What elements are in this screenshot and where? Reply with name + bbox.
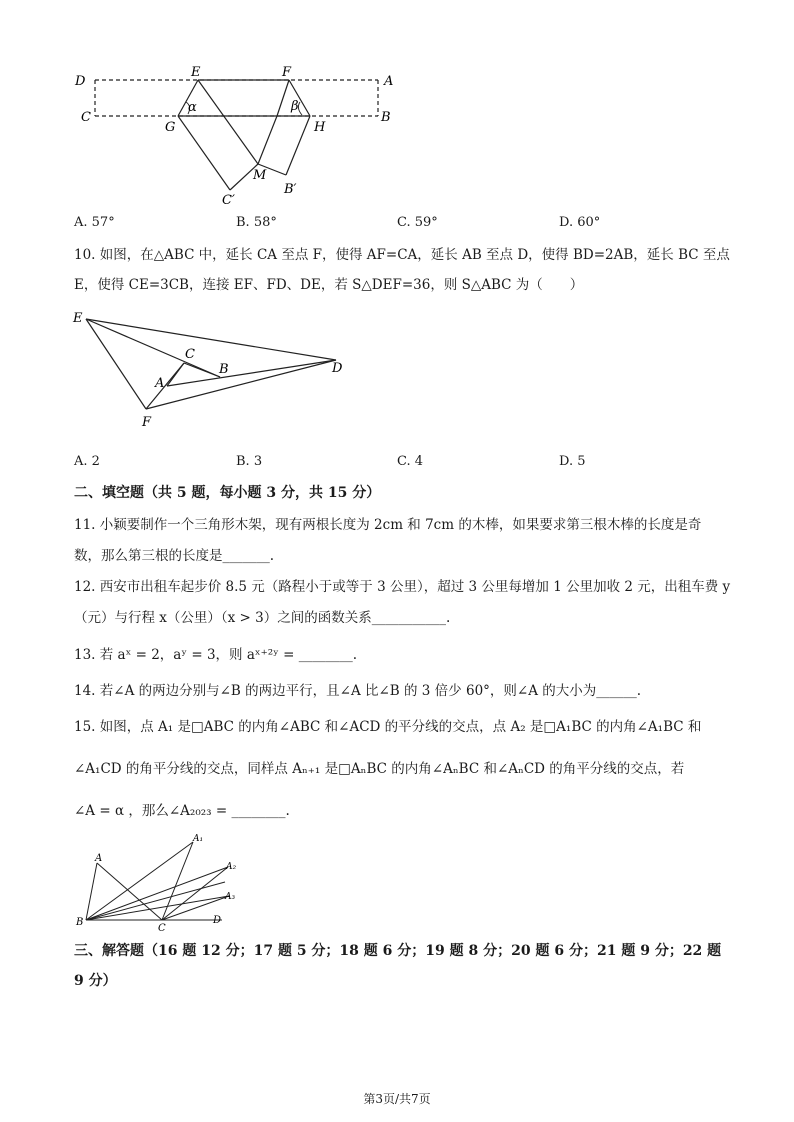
fig9-label-Cprime: C′ [222,193,235,208]
fig15-label-A1: A₁ [193,834,204,844]
section-3-heading-line1: 三、解答题（16 题 12 分；17 题 5 分；18 题 6 分；19 题 8 分；20 题 6 分；21 题 9 分；22 题 [74,943,722,959]
q9-option-b: B. 58° [236,215,277,230]
fig9-label-beta: β [291,99,299,114]
fig15-label-C: C [158,923,166,932]
q9-option-a: A. 57° [74,215,115,230]
q9-option-c: C. 59° [397,215,438,230]
fig10-label-A: A [155,376,165,391]
q10-option-d: D. 5 [559,454,586,469]
q10-text-line1: 10. 如图，在△ABC 中，延长 CA 至点 F，使得 AF=CA，延长 AB 至点 D，使得 BD=2AB，延长 BC 至点 [74,247,730,263]
q15-text-line2: ∠A₁CD 的角平分线的交点，同样点 Aₙ₊₁ 是□AₙBC 的内角∠AₙBC 和∠AₙCD 的角平分线的交点，若 [74,761,685,777]
q13-text: 13. 若 aˣ = 2，aʸ = 3，则 aˣ⁺²ʸ = ________. [74,647,358,663]
fig15-label-A3: A₃ [225,892,236,902]
fig15-label-A2: A₂ [226,862,237,872]
fig10-label-F: F [142,415,152,430]
fig9-label-alpha: α [188,100,197,115]
page-number: 第3页/共7页 [363,1092,431,1106]
q15-text-line3: ∠A = α ，那么∠A₂₀₂₃ = ________. [74,803,290,819]
section-2-heading: 二、填空题（共 5 题，每小题 3 分，共 15 分） [74,485,381,501]
q10-option-b: B. 3 [236,454,263,469]
fig15-label-A: A [95,853,103,864]
q14-text: 14. 若∠A 的两边分别与∠B 的两边平行，且∠A 比∠B 的 3 倍少 60°，则∠A 的大小为______. [74,683,642,699]
fig9-label-Bprime: B′ [284,182,297,197]
fig15-label-B: B [76,917,84,928]
q11-text-line1: 11. 小颖要制作一个三角形木架，现有两根长度为 2cm 和 7cm 的木棒，如果要求第三根木棒的长度是奇 [74,517,702,533]
q12-text-line2: （元）与行程 x（公里）（x > 3）之间的函数关系___________. [74,610,451,626]
fig9-label-C: C [81,110,91,125]
fig10-label-B: B [219,362,229,377]
fig10-label-D: D [332,361,343,376]
question-10-figure [68,305,358,435]
fig9-label-E: E [191,65,201,80]
fig9-label-M: M [253,168,267,183]
q11-text-line2: 数，那么第三根的长度是_______. [74,548,275,564]
q10-option-c: C. 4 [397,454,424,469]
fig9-label-F: F [282,65,292,80]
fig10-label-E: E [73,311,83,326]
fig9-label-H: H [314,120,326,135]
fig9-label-A: A [384,74,394,89]
q12-text-line1: 12. 西安市出租车起步价 8.5 元（路程小于或等于 3 公里），超过 3 公里每增加 1 公里加收 2 元，出租车费 y [74,579,731,595]
section-3-heading-line2: 9 分） [74,973,117,989]
q10-option-a: A. 2 [74,454,100,469]
q15-text-line1: 15. 如图，点 A₁ 是□ABC 的内角∠ABC 和∠ACD 的平分线的交点，点 A₂ 是□A₁BC 的内角∠A₁BC 和 [74,719,702,735]
fig9-label-G: G [165,120,176,135]
question-15-figure [72,832,242,932]
q10-text-line2: E，使得 CE=3CB，连接 EF、FD、DE，若 S△DEF=36，则 S△ABC 为（ ） [74,277,584,293]
fig9-label-B: B [381,110,391,125]
fig15-label-D: D [213,915,222,926]
question-9-figure [70,62,400,212]
q9-option-d: D. 60° [559,215,601,230]
fig10-label-C: C [185,347,195,362]
fig9-label-D: D [75,74,86,89]
